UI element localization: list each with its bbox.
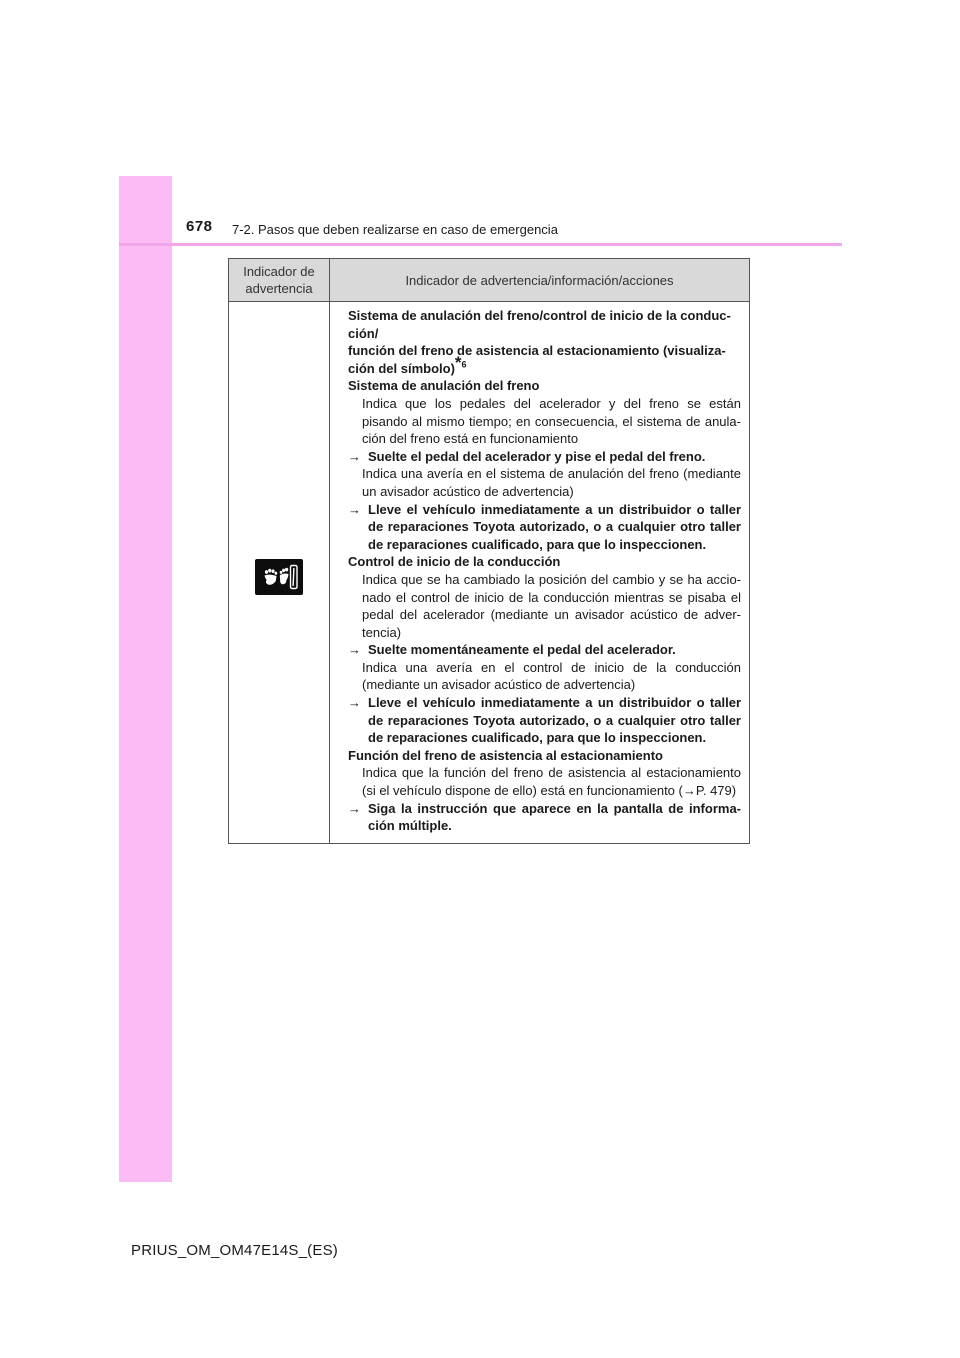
action-item <box>348 448 741 466</box>
arrow-right-icon: → <box>348 800 361 816</box>
action-text: Lleve el vehículo inmediatamente a un distribuidor o taller <box>368 695 741 711</box>
column-header-indicator <box>229 259 329 301</box>
description-line: pedal del acelerador (mediante un avisador acústico de adver- <box>362 607 741 623</box>
action-text: Suelte momentáneamente el pedal del acelerador. <box>368 642 676 658</box>
action-item <box>348 800 741 835</box>
footnote-number: 6 <box>461 359 467 370</box>
section-heading: Función del freno de asistencia al estacionamiento <box>348 747 663 763</box>
action-text: de reparaciones cualificado, para que lo inspeccionen. <box>368 730 707 746</box>
section-description <box>348 764 741 799</box>
action-text: Lleve el vehículo inmediatamente a un distribuidor o taller <box>368 501 741 517</box>
brake-override-warning-icon <box>255 559 303 595</box>
warning-description <box>348 307 741 835</box>
section-heading: Control de inicio de la conducción <box>348 554 561 570</box>
section-heading: Sistema de anulación del freno <box>348 378 540 394</box>
arrow-right-icon: → <box>348 642 361 658</box>
description-line: Indica que se ha cambiado la posición del cambio y se ha accio- <box>362 571 741 587</box>
action-item <box>348 694 741 747</box>
footnote-star: * <box>454 352 462 372</box>
title-line-4: ción del símbolo) <box>348 360 455 376</box>
description-line: Indica que los pedales del acelerador y del freno se están <box>362 395 741 411</box>
section-description <box>348 571 741 641</box>
page-reference-link[interactable]: P. 479) <box>695 783 737 799</box>
description-line: (si el vehículo dispone de ello) está en funcionamiento ( <box>362 783 683 799</box>
action-text: de reparaciones cualificado, para que lo inspeccionen. <box>368 536 707 552</box>
description-line: Indica una avería en el sistema de anulación del freno (mediante <box>362 466 741 482</box>
title-line-3: función del freno de asistencia al estacionamiento (visualiza- <box>348 343 726 359</box>
column-header-indicator-line1: Indicador de <box>243 264 315 279</box>
action-text: de reparaciones Toyota autorizado, o a cualquier otro taller <box>368 712 741 728</box>
title-line-1: Sistema de anulación del freno/control de inicio de la conduc- <box>348 308 731 323</box>
section-description <box>348 395 741 448</box>
column-divider <box>329 259 330 843</box>
description-line: tencia) <box>362 624 402 640</box>
description-line: Indica una avería en el control de inicio de la conducción <box>362 659 741 675</box>
column-header-info: Indicador de advertencia/información/acciones <box>405 272 674 288</box>
action-item <box>348 641 741 659</box>
column-header-indicator-line2: advertencia <box>245 281 313 296</box>
description-line: un avisador acústico de advertencia) <box>362 483 574 499</box>
description-line: ción del freno está en funcionamiento <box>362 431 579 447</box>
action-item <box>348 501 741 554</box>
table-header-row <box>229 259 749 302</box>
section-description <box>348 465 741 500</box>
action-text: de reparaciones Toyota autorizado, o a cualquier otro taller <box>368 519 741 535</box>
page-ref-arrow: → <box>682 783 696 799</box>
action-text: Siga la instrucción que aparece en la pantalla de informa- <box>368 800 741 816</box>
header-rule <box>119 243 842 246</box>
description-title <box>348 307 741 377</box>
title-line-2: ción/ <box>348 325 379 341</box>
action-text: ción múltiple. <box>368 818 452 834</box>
action-text: Suelte el pedal del acelerador y pise el pedal del freno. <box>368 448 706 464</box>
warning-table <box>228 258 750 844</box>
document-code: PRIUS_OM_OM47E14S_(ES) <box>131 1242 338 1259</box>
description-line: pisando al mismo tiempo; en consecuencia, el sistema de anula- <box>362 413 741 429</box>
arrow-right-icon: → <box>348 695 361 711</box>
arrow-right-icon: → <box>348 501 361 517</box>
section-title: 7-2. Pasos que deben realizarse en caso de emergencia <box>232 222 558 237</box>
foot-pedal-icon <box>255 559 303 595</box>
description-line: nado el control de inicio de la conducción mientras se pisaba el <box>362 589 741 605</box>
section-description <box>348 659 741 694</box>
page-number: 678 <box>186 218 213 235</box>
description-line: Indica que la función del freno de asistencia al estacionamiento <box>362 765 741 781</box>
arrow-right-icon: → <box>348 448 361 464</box>
description-line: (mediante un avisador acústico de advertencia) <box>362 677 636 693</box>
chapter-side-tab <box>119 176 172 1182</box>
